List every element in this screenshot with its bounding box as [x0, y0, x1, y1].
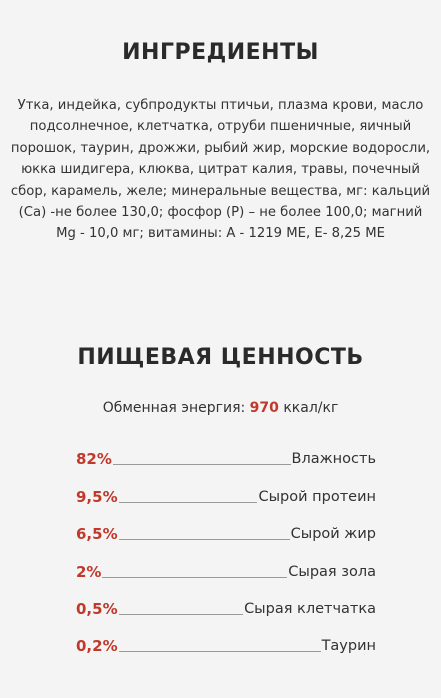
nutrition-value: 9,5% — [76, 487, 118, 506]
leader-line — [113, 463, 291, 465]
nutrition-label: Влажность — [291, 451, 376, 468]
leader-line — [119, 650, 321, 652]
leader-line — [119, 501, 258, 503]
nutrition-label: Таурин — [321, 638, 376, 655]
nutrition-value: 82% — [76, 450, 112, 469]
ingredients-title: ИНГРЕДИЕНТЫ — [122, 40, 319, 65]
nutrition-label: Сырая клетчатка — [244, 600, 376, 617]
nutrition-row-fiber — [76, 587, 376, 624]
nutrition-value: 0,2% — [76, 637, 118, 656]
nutrition-row-protein — [76, 474, 376, 511]
nutrition-title: ПИЩЕВАЯ ЦЕННОСТЬ — [77, 345, 364, 370]
energy-value: 970 — [249, 400, 279, 416]
leader-line — [102, 576, 287, 578]
nutrition-row-taurine — [76, 624, 376, 661]
nutrition-row-moisture — [76, 437, 376, 474]
nutrition-value: 6,5% — [76, 525, 118, 544]
leader-line — [119, 613, 243, 615]
nutrition-row-fat — [76, 512, 376, 549]
energy-label: Обменная энергия: — [102, 400, 246, 416]
nutrition-label: Сырая зола — [288, 563, 376, 580]
nutrition-label: Сырой жир — [290, 526, 376, 543]
leader-line — [119, 538, 290, 540]
nutrition-value: 2% — [76, 562, 102, 581]
nutrition-table — [76, 437, 376, 661]
nutrition-row-ash — [76, 549, 376, 586]
energy-unit: ккал/кг — [283, 400, 339, 416]
nutrition-label: Сырой протеин — [258, 488, 376, 505]
ingredients-text: Утка, индейка, субпродукты птичьи, плазма крови, масло подсолнечное, клетчатка, отруби пшеничные, яичный порошок, таурин, дрожжи, рыбий жир, морские водоросли, юкка шидигера, клюква, цитрат калия, травы, почечный сбор, карамель, желе; минеральные вещества, мг: кальций (Ca) -не более 130,0; фосфор (P) – не более 100,0; магний Mg - 10,0 мг; витамины: А - 1219 МЕ, Е- 8,25 МЕ — [10, 98, 431, 242]
nutrition-value: 0,5% — [76, 599, 118, 618]
energy-line — [0, 400, 441, 416]
